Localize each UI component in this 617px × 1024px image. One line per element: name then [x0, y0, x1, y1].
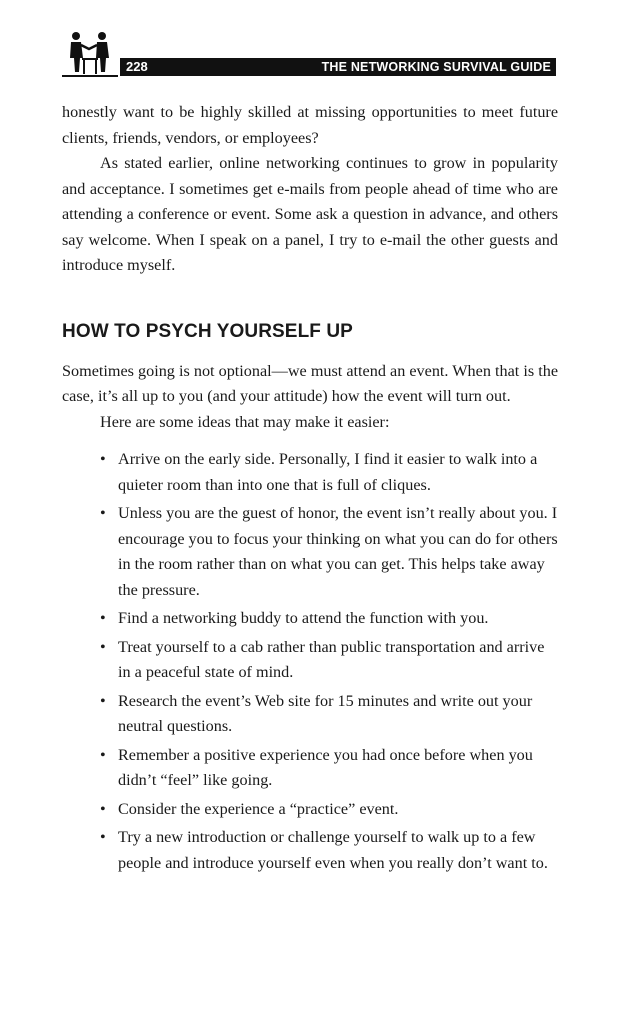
bullet-icon: •: [100, 828, 106, 846]
list-item: [62, 743, 558, 794]
list-item: [62, 501, 558, 603]
paragraph: Sometimes going is not optional—we must attend an event. When that is the case, it’s all up to you (and your attitude) how the event will turn out.: [62, 361, 558, 405]
paragraph: honestly want to be highly skilled at missing opportunities to meet future clients, friends, vendors, or employees?: [62, 103, 558, 147]
list-item: [62, 689, 558, 740]
list-item-text: Unless you are the guest of honor, the event isn’t really about you. I encourage you to focus your thinking on what you can do for others in the room rather than on what you can get. This helps take away the pressure.: [118, 504, 558, 599]
list-item: [62, 606, 558, 632]
list-item-text: Research the event’s Web site for 15 minutes and write out your neutral questions.: [118, 691, 533, 735]
list-item-text: Find a networking buddy to attend the function with you.: [118, 609, 489, 627]
bullet-icon: •: [100, 799, 106, 818]
header-bar: [120, 58, 556, 76]
bullet-icon: •: [100, 450, 106, 468]
list-item: [62, 447, 558, 498]
bullet-list: [62, 447, 558, 876]
list-item: [62, 797, 558, 823]
page-body: [62, 100, 558, 879]
list-item: [62, 825, 558, 876]
running-header: [62, 28, 556, 80]
page-number: 228: [126, 59, 148, 74]
list-item-text: Consider the experience a “practice” event.: [118, 799, 399, 818]
list-item-text: Remember a positive experience you had once before when you didn’t “feel” like going.: [118, 745, 533, 789]
list-item: [62, 635, 558, 686]
bullet-icon: •: [100, 745, 106, 764]
paragraph: As stated earlier, online networking continues to grow in popularity and acceptance. I sometimes get e-mails from people ahead of time who are attending a conference or event. Some ask a question in advance, and others say welcome. When I speak on a panel, I try to e-mail the other guests and introduce myself.: [62, 154, 558, 274]
handshake-figures-icon: [62, 28, 118, 78]
list-item-text: Arrive on the early side. Personally, I find it easier to walk into a quieter room than into one that is full of cliques.: [118, 450, 538, 494]
bullet-icon: •: [100, 691, 106, 710]
bullet-icon: •: [100, 609, 106, 627]
running-title: THE NETWORKING SURVIVAL GUIDE: [321, 60, 551, 74]
list-item-text: Try a new introduction or challenge yourself to walk up to a few people and introduce yourself even when you really don’t want to.: [118, 828, 548, 872]
list-item-text: Treat yourself to a cab rather than public transportation and arrive in a peaceful state of mind.: [118, 637, 545, 681]
bullet-icon: •: [100, 637, 106, 656]
bullet-icon: •: [100, 504, 106, 522]
paragraph: Here are some ideas that may make it easier:: [100, 412, 390, 431]
section-heading: HOW TO PSYCH YOURSELF UP: [62, 320, 353, 342]
